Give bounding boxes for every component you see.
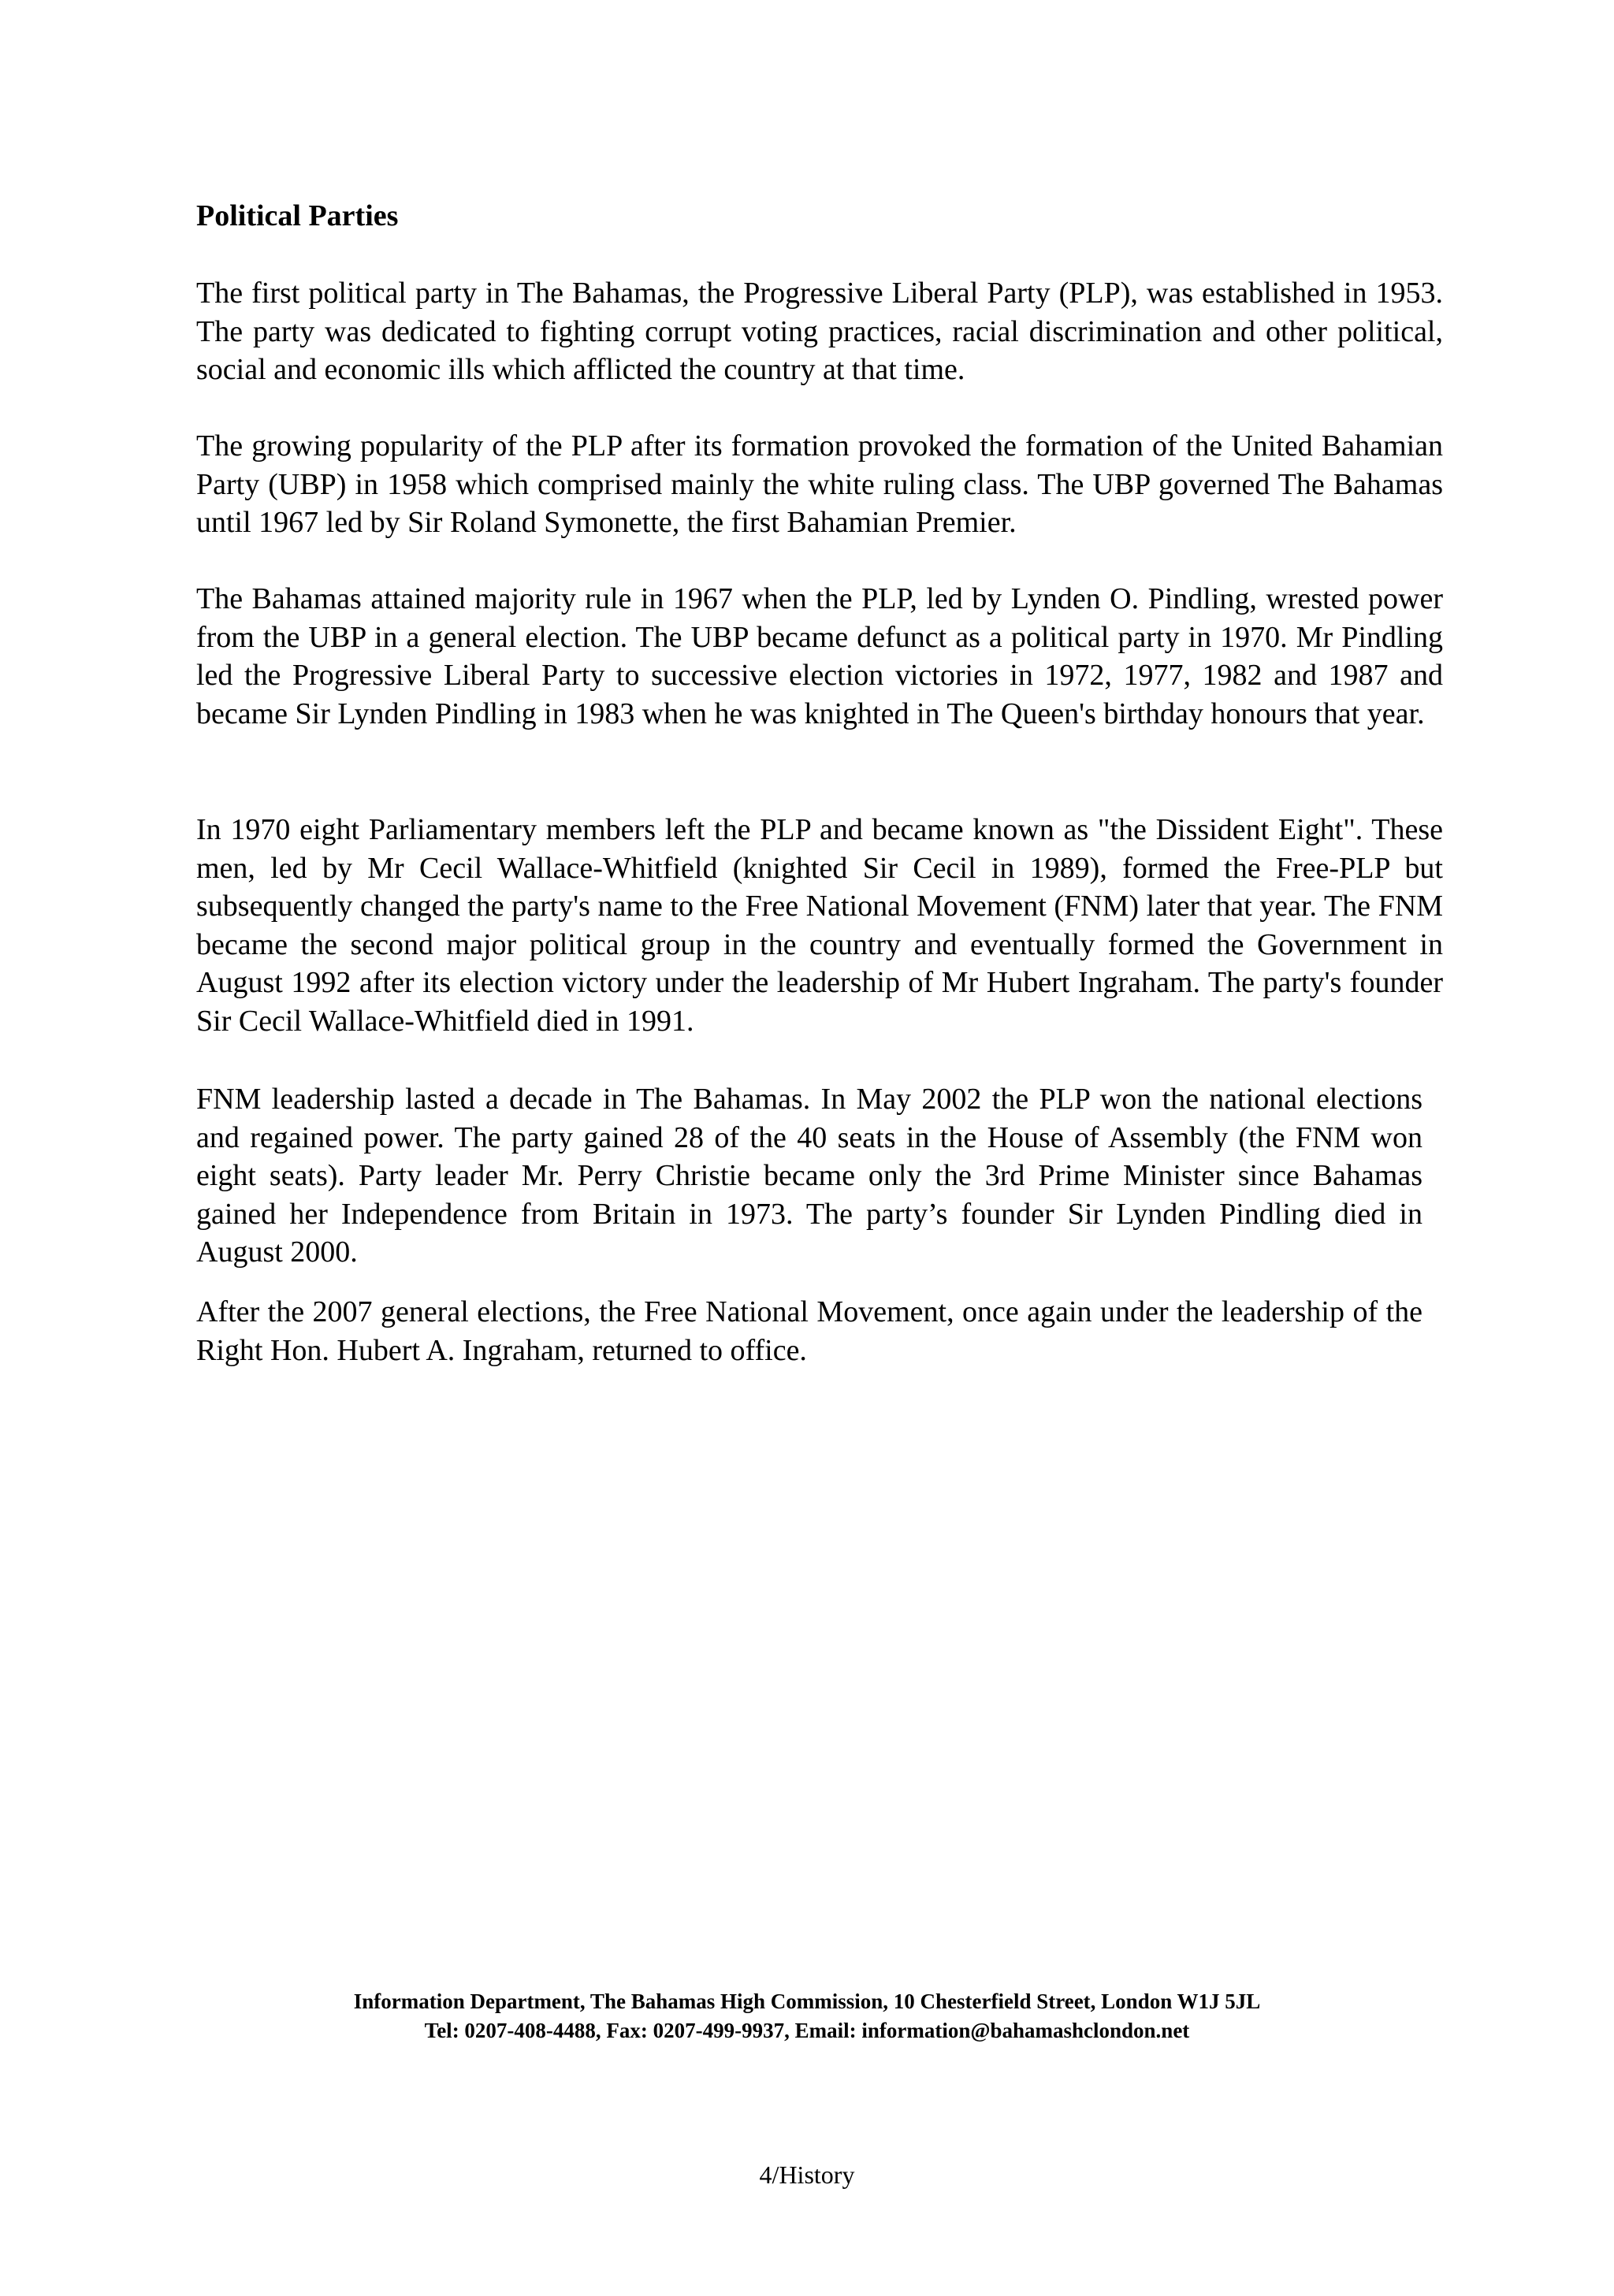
paragraph-plp-founding: The first political party in The Bahamas, the Progressive Liberal Party (PLP), was established in 1953. The party was dedicated to fighting corrupt voting practices, racial discrimination and other political, social and economic ills which afflicted the country at that time. [196,277,1443,386]
paragraph-fnm-decade: FNM leadership lasted a decade in The Bahamas. In May 2002 the PLP won the national elections and regained power. The party gained 28 of the 40 seats in the House of Assembly (the FNM won eight seats). Party leader Mr. Perry Christie became only the 3rd Prime Minister since Bahamas gained her Independence from Britain in 1973. The party’s founder Sir Lynden Pindling died in August 2000. [196,1083,1422,1269]
footer-address: Information Department, The Bahamas High Commission, 10 Chesterfield Street, London W1J 5JL [353,1989,1261,2013]
paragraph-ubp-formation: The growing popularity of the PLP after its formation provoked the formation of the United Bahamian Party (UBP) in 1958 which comprised mainly the white ruling class. The UBP governed The Bahamas until 1967 led by Sir Roland Symonette, the first Bahamian Premier. [196,429,1443,539]
paragraph-majority-rule: The Bahamas attained majority rule in 1967 when the PLP, led by Lynden O. Pindling, wrested power from the UBP in a general election. The UBP became defunct as a political party in 1970. Mr Pindling led the Progressive Liberal Party to successive election victories in 1972, 1977, 1982 and 1987 and became Sir Lynden Pindling in 1983 when he was knighted in The Queen's birthday honours that year. [196,582,1443,730]
footer-contact: Tel: 0207-408-4488, Fax: 0207-499-9937, Email: information@bahamashclondon.net [424,2019,1190,2042]
paragraph-dissident-eight: In 1970 eight Parliamentary members left the PLP and became known as "the Dissident Eight". These men, led by Mr Cecil Wallace-Whitfield (knighted Sir Cecil in 1989), formed the Free-PLP but subsequently changed the party's name to the Free National Movement (FNM) later that year. The FNM became the second major political group in the country and eventually formed the Government in August 1992 after its election victory under the leadership of Mr Hubert Ingraham. The party's founder Sir Cecil Wallace-Whitfield died in 1991. [196,813,1443,1038]
paragraph-2007-elections: After the 2007 general elections, the Free National Movement, once again under the leadership of the Right Hon. Hubert A. Ingraham, returned to office. [196,1295,1422,1367]
section-heading: Political Parties [196,199,399,232]
page-number: 4/History [759,2160,855,2189]
